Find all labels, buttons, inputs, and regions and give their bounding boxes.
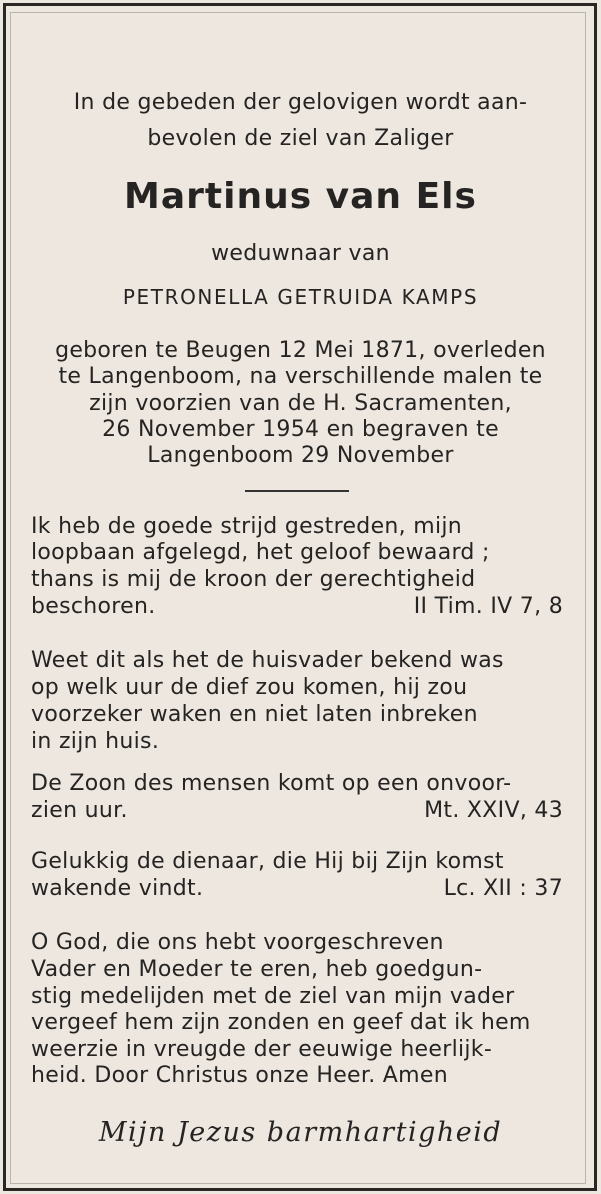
verse1-line-2: loopbaan afgelegd, het geloof bewaard ; xyxy=(31,540,490,565)
prayer-line-3: stig medelijden met de ziel van mijn vader xyxy=(31,984,515,1009)
verse3-line-2: zien uur. xyxy=(31,798,128,823)
verse1-line-4: beschoren. xyxy=(31,594,156,619)
biography-line-1: geboren te Beugen 12 Mei 1871, overleden xyxy=(55,338,546,363)
verse2-line-2: op welk uur de dief zou komen, hij zou xyxy=(31,675,468,700)
prayer-line-1: O God, die ons hebt voorgeschreven xyxy=(31,930,444,955)
verse4-line-1: Gelukkig de dienaar, die Hij bij Zijn komst xyxy=(31,849,504,874)
verse1-line-3: thans is mij de kroon der gerechtigheid xyxy=(31,567,476,592)
relation-text: weduwnaar van xyxy=(211,241,390,266)
prayer-line-5: weerzie in vreugde der eeuwige heerlijk- xyxy=(31,1037,493,1062)
prayer-line-4: vergeef hem zijn zonden en geef dat ik hem xyxy=(31,1010,531,1035)
biography-line-5: Langenboom 29 November xyxy=(147,443,454,468)
verse2-line-1: Weet dit als het de huisvader bekend was xyxy=(31,648,504,673)
verse4-line-2: wakende vindt. xyxy=(31,876,204,901)
intro-line-2: bevolen de ziel van Zaliger xyxy=(147,126,454,151)
deceased-name: Martinus van Els xyxy=(124,176,477,217)
prayer-line-2: Vader en Moeder te eren, heb goedgun- xyxy=(31,957,483,982)
spouse-name: PETRONELLA GETRUIDA KAMPS xyxy=(122,285,479,309)
verse2-line-3: voorzeker waken en niet laten inbreken xyxy=(31,702,478,727)
intro-line-1: In de gebeden der gelovigen wordt aan- xyxy=(73,90,528,115)
verse1-reference: II Tim. IV 7, 8 xyxy=(413,594,563,619)
verse4-reference: Lc. XII : 37 xyxy=(443,876,563,901)
verse2-line-4: in zijn huis. xyxy=(31,729,160,754)
verse3-line-1: De Zoon des mensen komt op een onvoor- xyxy=(31,771,512,796)
biography-line-3: zijn voorzien van de H. Sacramenten, xyxy=(89,391,512,416)
verse3-reference: Mt. XXIV, 43 xyxy=(424,798,563,823)
divider-rule xyxy=(245,490,349,492)
verse1-line-1: Ik heb de goede strijd gestreden, mijn xyxy=(31,514,463,539)
biography-line-2: te Langenboom, na verschillende malen te xyxy=(58,364,543,389)
prayer-line-6: heid. Door Christus onze Heer. Amen xyxy=(31,1063,448,1088)
biography-line-4: 26 November 1954 en begraven te xyxy=(102,417,499,442)
closing-invocation: Mijn Jezus barmhartigheid xyxy=(98,1117,503,1148)
